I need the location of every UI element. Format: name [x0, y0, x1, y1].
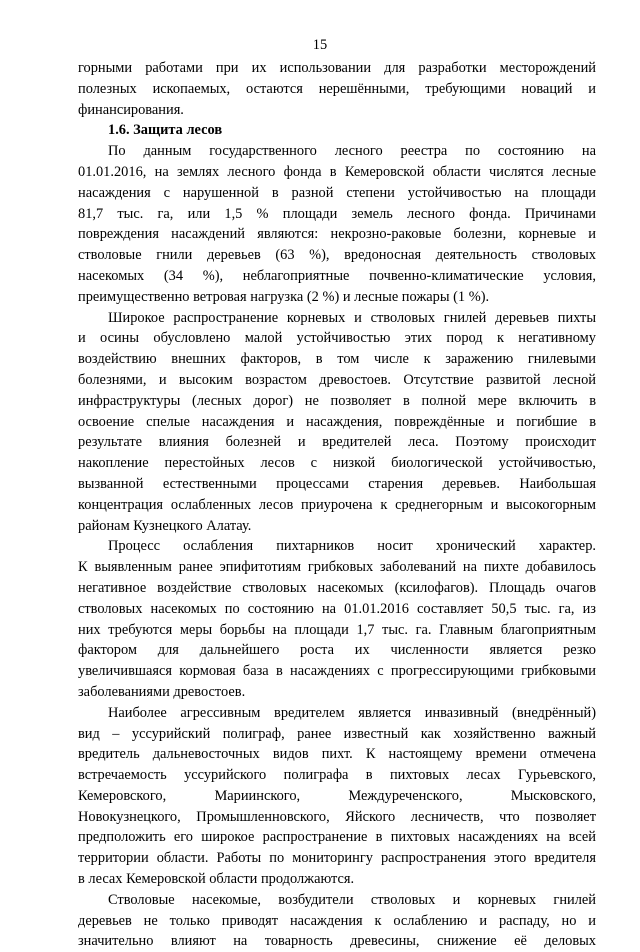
text-line: вызванной естественными процессами старения деревьев. Наибольшая — [78, 475, 596, 492]
text-line: повреждения насаждений являются: некрозно-раковые болезни, корневые и — [78, 226, 596, 243]
text-line: Стволовые насекомые, возбудители стволовых и корневых гнилей — [108, 891, 596, 908]
text-line: вид – уссурийский полиграф, ранее известный как хозяйственно важный — [78, 725, 596, 742]
text-line: Процесс ослабления пихтарников носит хронический характер. — [108, 538, 596, 555]
text-line: полезных ископаемых, остаются нерешёнными, требующими новаций и — [78, 80, 596, 97]
text-line: фактором для дальнейшего роста их численности является резко — [78, 642, 596, 659]
text-line: 01.01.2016, на землях лесного фонда в Кемеровской области числятся лесные — [78, 163, 596, 180]
text-line: значительно влияют на товарность древесины, снижение её деловых — [78, 933, 596, 950]
text-line: К выявленным ранее эпифитотиям грибковых заболеваний на пихте добавилось — [78, 559, 596, 576]
text-line: предположить его широкое распространение в пихтовых насаждениях на всей — [78, 829, 596, 846]
text-line: болезнями, и высоким возрастом древостоев. Отсутствие развитой лесной — [78, 371, 596, 388]
text-line: Новокузнецкого, Промышленновского, Яйского лесничеств, что позволяет — [78, 808, 596, 825]
paragraph — [78, 536, 596, 702]
text-line: насаждения с нарушенной в разной степени устойчивостью на площади — [78, 184, 596, 201]
text-line: Кемеровского, Мариинского, Междуреченского, Мысковского, — [78, 787, 596, 804]
text-line: негативное воздействие стволовых насекомых (ксилофагов). Площадь очагов — [78, 579, 596, 596]
text-line: инфраструктуры (лесных дорог) не позволяет в полной мере включить в — [78, 392, 596, 409]
text-line: территории области. Работы по мониторингу распространения этого вредителя — [78, 850, 596, 867]
text-line: Наиболее агрессивным вредителем является инвазивный (внедрённый) — [108, 704, 596, 721]
text-line: вредитель дальневосточных видов пихт. К настоящему времени отмечена — [78, 746, 596, 763]
paragraph — [78, 703, 596, 890]
text-line: увеличившаяся кормовая база в насаждениях с прогрессирующими грибковыми — [78, 663, 596, 680]
text-line: Широкое распространение корневых и стволовых гнилей деревьев пихты — [108, 309, 596, 326]
text-line: насекомых (34 %), неблагоприятные почвенно-климатические условия, — [78, 267, 596, 284]
text-line: заболеваниями древостоев. — [78, 683, 246, 700]
text-line: преимущественно ветровая нагрузка (2 %) и лесные пожары (1 %). — [78, 288, 490, 305]
text-line: стволовых насекомых по состоянию на 01.01.2016 составляет 50,5 тыс. га, из — [78, 600, 596, 617]
paragraph — [78, 141, 596, 307]
text-line: горными работами при их использовании для разработки месторождений — [78, 60, 596, 76]
paragraph — [78, 890, 596, 952]
text-line: По данным государственного лесного реестра по состоянию на — [108, 143, 596, 160]
paragraph — [78, 58, 596, 120]
text-line: них требуются меры борьбы на площади 1,7 тыс. га. Главным благоприятным — [78, 621, 596, 638]
text-line: концентрация ослабленных лесов приурочена к среднегорным и высокогорным — [78, 496, 596, 513]
section-heading: 1.6. Защита лесов — [108, 122, 223, 139]
text-line: деревьев не только приводят насаждения к ослаблению и распаду, но и — [78, 912, 596, 929]
text-line: финансирования. — [78, 101, 184, 118]
text-line: в лесах Кемеровской области продолжаются. — [78, 871, 355, 888]
text-line: результате влияния болезней и вредителей леса. Поэтому происходит — [78, 434, 596, 451]
text-line: стволовые гнили деревьев (63 %), вредоносная деятельность стволовых — [78, 247, 596, 264]
paragraph — [78, 308, 596, 537]
text-line: встречаемость уссурийского полиграфа в пихтовых лесах Гурьевского, — [78, 767, 596, 784]
text-line: накопление перестойных лесов с низкой биологической устойчивостью, — [78, 455, 596, 472]
text-line: и осины обусловлено малой устойчивостью этих пород к негативному — [78, 330, 596, 347]
text-line: освоение спелые насаждения и насаждения, повреждённые и погибшие в — [78, 413, 596, 430]
text-line: воздействию внешних факторов, в том числе к заражению гнилевыми — [78, 351, 596, 368]
text-line: 81,7 тыс. га, или 1,5 % площади земель лесного фонда. Причинами — [78, 205, 596, 222]
body-text — [78, 58, 596, 952]
page-number: 15 — [312, 37, 328, 53]
text-line: районам Кузнецкого Алатау. — [78, 517, 252, 534]
